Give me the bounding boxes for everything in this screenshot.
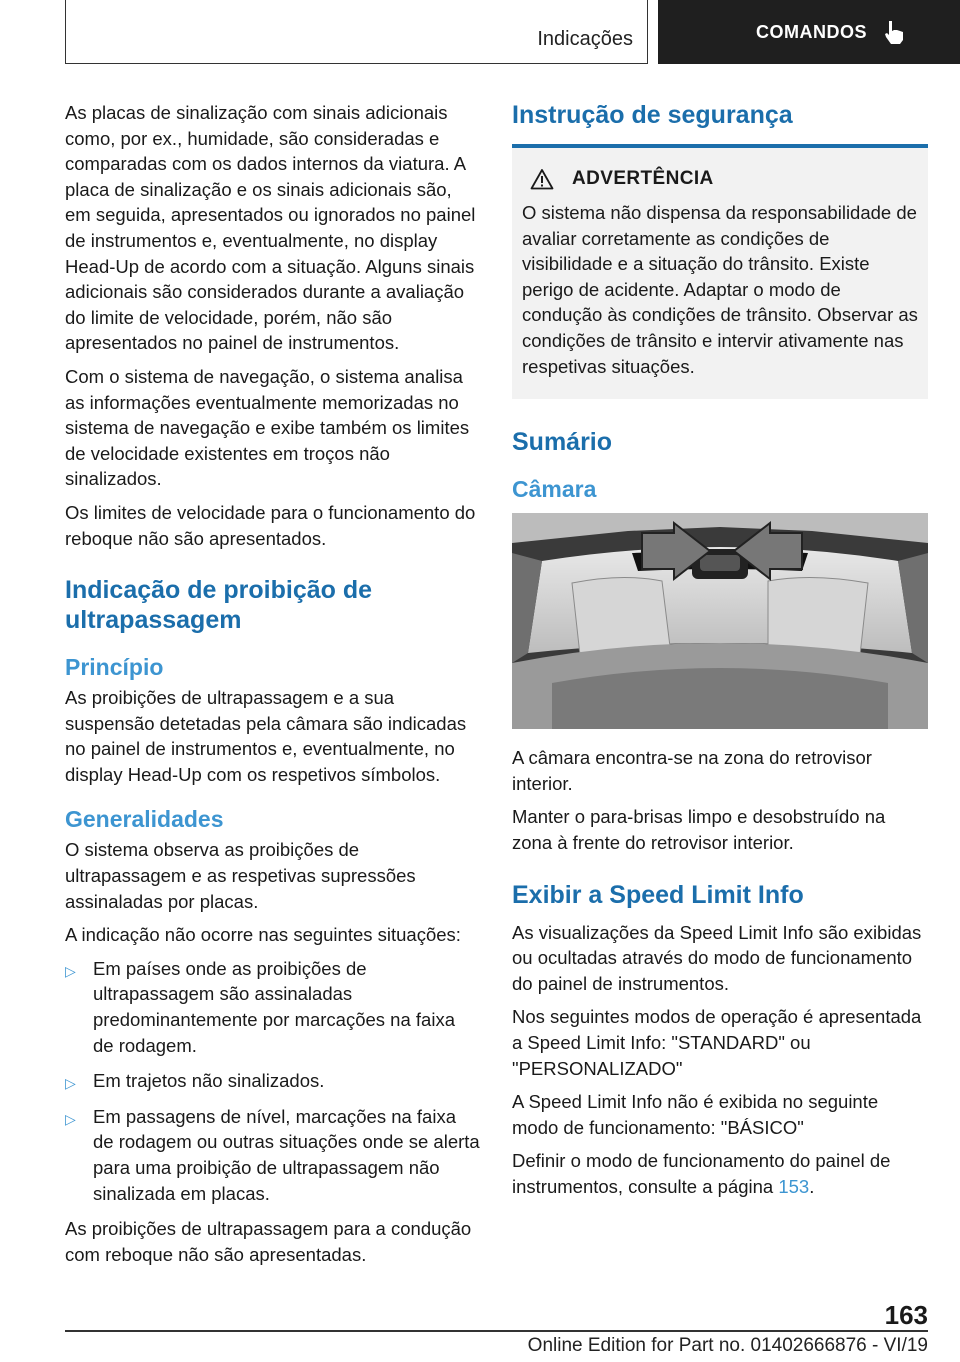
footer-edition: Online Edition for Part no. 01402666876 - VI/19 xyxy=(527,1335,928,1356)
heading-principle: Princípio xyxy=(65,654,164,681)
paragraph-principle: As proibições de ultrapassagem e a sua suspensão detetadas pela câmara são indicadas no painel de instrumentos e, eventualmente, no display Head-Up com os respetivos símbolos. xyxy=(65,687,467,785)
bullet-triangle-icon: ▷ xyxy=(65,962,76,979)
bullet-triangle-icon: ▷ xyxy=(65,1075,76,1092)
paragraph-situations: A indicação não ocorre nas seguintes situações: xyxy=(65,924,461,946)
paragraph-trailer-overtaking: As proibições de ultrapassagem para a condução com reboque não são apresentadas. xyxy=(65,1218,472,1265)
list-item xyxy=(65,1104,480,1206)
warning-box xyxy=(512,148,928,399)
paragraph-signs: As placas de sinalização com sinais adicionais como, por ex., humidade, são consideradas e comparadas com os dados internos da viatura. A placa de sinalização e os sinais adicionais são, em seguida, apresentados ou ignorados no painel de instrumentos e, eventualmente, no display Head-Up de acordo com a situação. Alguns sinais adicionais são considerados durante a avaliação do limite de velocidade, porém, não são apresentados no painel de instrumentos. xyxy=(65,102,476,354)
situations-list xyxy=(65,956,480,1206)
heading-camera: Câmara xyxy=(512,476,597,503)
camera-location-image xyxy=(512,513,928,729)
heading-safety: Instrução de segurança xyxy=(512,101,793,129)
paragraph-navigation: Com o sistema de navegação, o sistema analisa as informações eventualmente memorizadas no sistema de navegação e exibe também os limites de velocidade existentes em troços não sinalizados. xyxy=(65,365,470,490)
list-item xyxy=(65,956,480,1058)
paragraph-show-2: Nos seguintes modos de operação é apresentada a Speed Limit Info: "STANDARD" ou "PERSONALIZADO" xyxy=(512,1006,922,1079)
heading-overtaking: Indicação de proibição de ultrapassagem xyxy=(65,576,373,635)
paragraph-camera-location: A câmara encontra-se na zona do retrovisor interior. xyxy=(512,747,872,794)
paragraph-general: O sistema observa as proibições de ultrapassagem e as respetivas supressões assinaladas por placas. xyxy=(65,839,416,912)
bullet-triangle-icon: ▷ xyxy=(65,1110,76,1127)
footer-rule xyxy=(65,1330,928,1332)
heading-general: Generalidades xyxy=(65,806,224,833)
paragraph-show-1: As visualizações da Speed Limit Info são exibidas ou ocultadas através do modo de funcionamento do painel de instrumentos. xyxy=(512,921,922,994)
paragraph-show-4-end: . xyxy=(809,1175,815,1197)
paragraph-show-4-text: Definir o modo de funcionamento do painel de instrumentos, consulte a página xyxy=(512,1150,891,1197)
page-number: 163 xyxy=(884,1300,928,1330)
page-link-153[interactable]: 153 xyxy=(778,1175,810,1197)
heading-summary: Sumário xyxy=(512,428,613,457)
list-item-text: Em países onde as proibições de ultrapassagem são assinaladas predominantemente por marcações na faixa de rodagem. xyxy=(93,957,455,1056)
warning-header xyxy=(530,168,918,190)
header-tab-commands[interactable] xyxy=(658,0,960,64)
header-frame xyxy=(65,0,648,64)
heading-show-speed-limit: Exibir a Speed Limit Info xyxy=(512,880,804,909)
left-column xyxy=(65,100,480,1275)
car-interior-illustration xyxy=(512,513,928,729)
paragraph-show-3: A Speed Limit Info não é exibida no seguinte modo de funcionamento: "BÁSICO" xyxy=(512,1091,879,1138)
paragraph-camera-clean: Manter o para-brisas limpo e desobstruído na zona à frente do retrovisor interior. xyxy=(512,806,886,853)
warning-title: ADVERTÊNCIA xyxy=(572,168,714,189)
paragraph-show-4 xyxy=(512,1148,928,1199)
right-column xyxy=(512,100,928,1207)
header-tab-label: COMANDOS xyxy=(756,21,867,42)
warning-triangle-icon xyxy=(530,168,554,190)
list-item-text: Em passagens de nível, marcações na faixa de rodagem ou outras situações onde se alerta para uma proibição de ultrapassagem não sinalizada em placas. xyxy=(93,1105,480,1204)
warning-text: O sistema não dispensa da responsabilidade de avaliar corretamente as condições de visibilidade e a situação do trânsito. Existe perigo de acidente. Adaptar o modo de condução às condições de trânsito. Observar as condições de trânsito e intervir ativamente nas respetivas situações. xyxy=(522,202,918,377)
paragraph-trailer-limits: Os limites de velocidade para o funcionamento do reboque não são apresentados. xyxy=(65,501,476,549)
hand-pointer-icon xyxy=(881,19,907,45)
header-section-title: Indicações xyxy=(537,28,633,50)
list-item-text: Em trajetos não sinalizados. xyxy=(93,1070,325,1092)
list-item xyxy=(65,1068,480,1094)
